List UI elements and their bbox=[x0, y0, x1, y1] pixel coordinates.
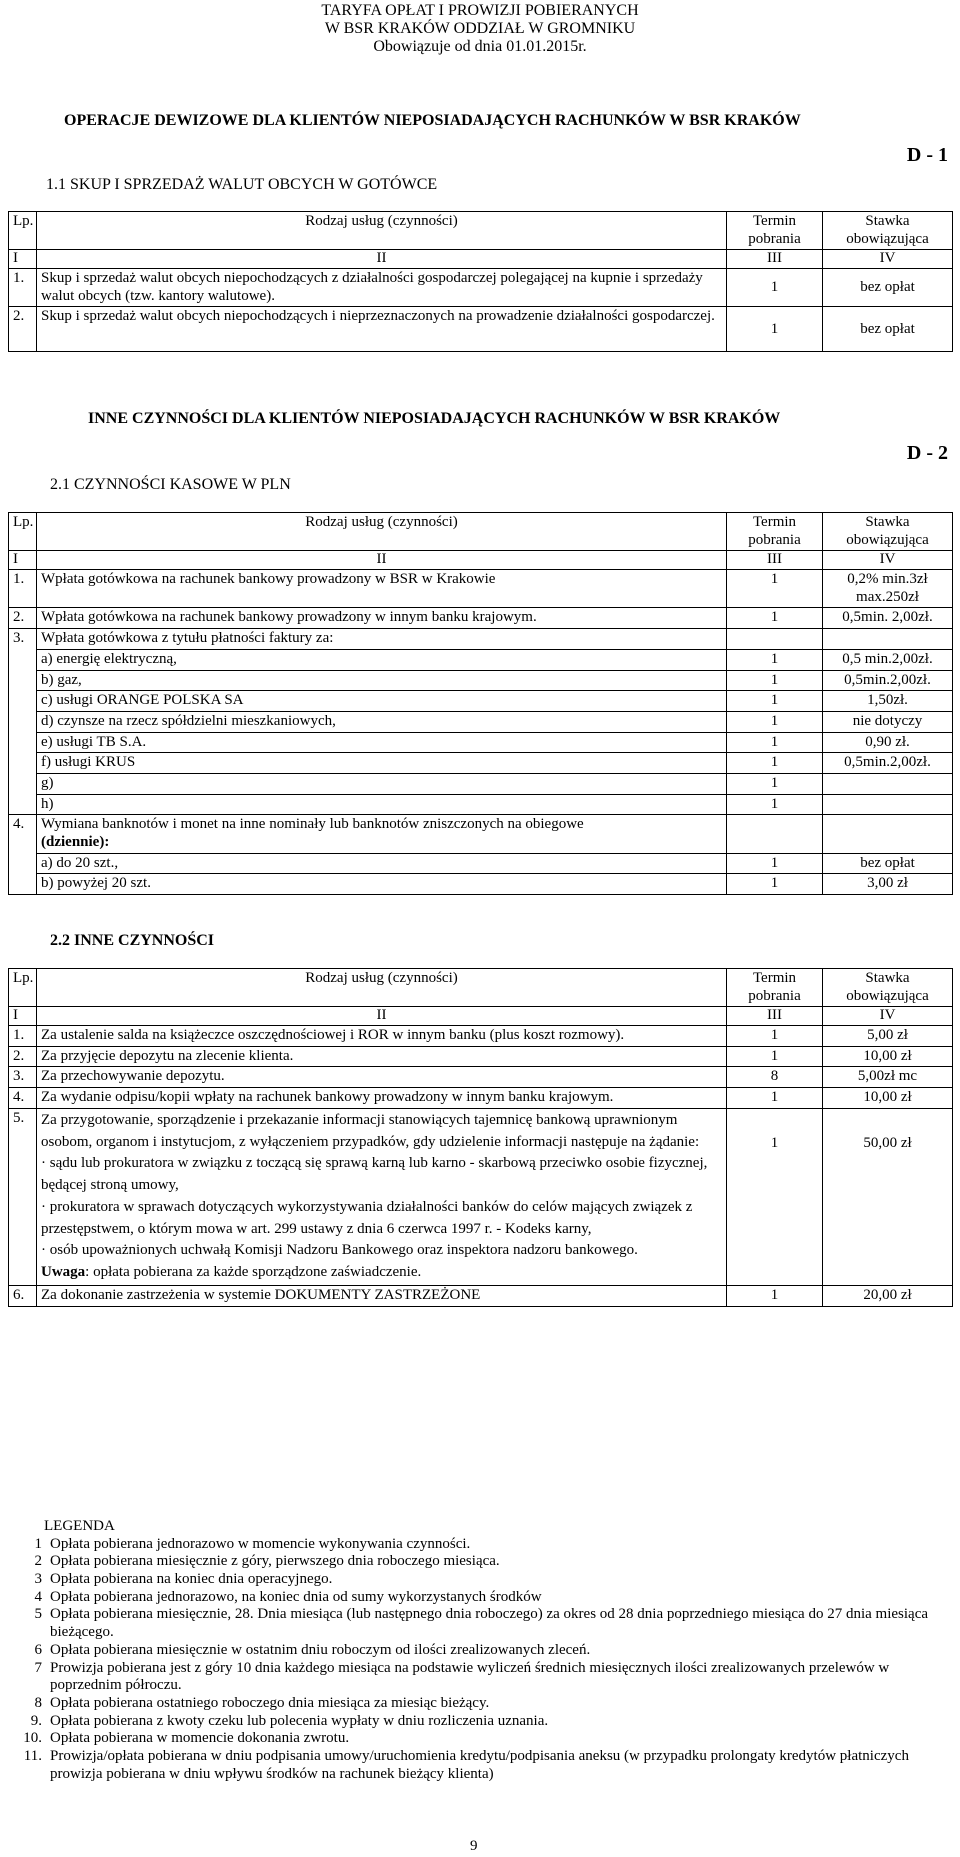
row-lp: 2. bbox=[9, 1046, 37, 1067]
row-term: 1 bbox=[727, 1088, 823, 1109]
legend-text: Opłata pobierana na koniec dnia operacyjnego. bbox=[50, 1571, 333, 1588]
subrow-rate: 0,5 min.2,00zł. bbox=[823, 649, 953, 670]
row-text: Za przyjęcie depozytu na zlecenie klienta. bbox=[37, 1046, 727, 1067]
table-row bbox=[9, 608, 953, 629]
roman-1: I bbox=[9, 551, 37, 570]
row-term: 1 bbox=[727, 1026, 823, 1047]
row-lp-empty bbox=[9, 732, 37, 753]
row-lp: 1. bbox=[9, 269, 37, 307]
col-stawka: Stawka obowiązująca bbox=[823, 513, 953, 551]
row-term: 1 bbox=[727, 1285, 823, 1306]
row-term bbox=[727, 815, 823, 853]
legend-text: Opłata pobierana miesięcznie w ostatnim dniu roboczym od ilości zrealizowanych zleceń. bbox=[50, 1641, 591, 1658]
subrow-rate: 0,90 zł. bbox=[823, 732, 953, 753]
subrow-rate: nie dotyczy bbox=[823, 711, 953, 732]
subrow-term: 1 bbox=[727, 853, 823, 874]
row-lp-empty bbox=[9, 753, 37, 774]
table-subrow bbox=[9, 874, 953, 895]
row-lp-empty bbox=[9, 794, 37, 815]
subrow-text: b) gaz, bbox=[37, 670, 727, 691]
row-text: Za ustalenie salda na książeczce oszczędnościowej i ROR w innym banku (plus koszt rozmowy). bbox=[37, 1026, 727, 1047]
row-lp: 6. bbox=[9, 1285, 37, 1306]
subrow-text: a) do 20 szt., bbox=[37, 853, 727, 874]
roman-3: III bbox=[727, 1007, 823, 1026]
table-row bbox=[9, 1088, 953, 1109]
legend-item bbox=[12, 1695, 952, 1713]
table-d2-inne bbox=[8, 968, 953, 1307]
roman-2: II bbox=[37, 1007, 727, 1026]
legend-num: 8 bbox=[34, 1694, 42, 1711]
legend-num: 11. bbox=[23, 1747, 42, 1764]
header-line-2: W BSR KRAKÓW ODDZIAŁ W GROMNIKU bbox=[324, 20, 636, 37]
legend-item bbox=[12, 1589, 952, 1607]
subrow-term: 1 bbox=[727, 773, 823, 794]
subrow-text: a) energię elektryczną, bbox=[37, 649, 727, 670]
col-stawka: Stawka obowiązująca bbox=[823, 969, 953, 1007]
row-lp-empty bbox=[9, 711, 37, 732]
col-rodzaj: Rodzaj usług (czynności) bbox=[37, 513, 727, 551]
row5-bullet-2: · prokuratora w sprawach dotyczących wykorzystywania działalności banków do celów mających związek z przestępstwem, o którym mowa w art. 299 ustawy z dnia 6 czerwca 1997 r. - Kodeks karny, bbox=[41, 1198, 693, 1237]
row-rate: 20,00 zł bbox=[823, 1285, 953, 1306]
row-text: Za wydanie odpisu/kopii wpłaty na rachunek bankowy prowadzony w innym banku krajowym. bbox=[37, 1088, 727, 1109]
table-subrow bbox=[9, 691, 953, 712]
row-term bbox=[727, 629, 823, 650]
section-22-subtitle: 2.2 INNE CZYNNOŚCI bbox=[50, 932, 215, 949]
table-row bbox=[9, 1046, 953, 1067]
legend-item bbox=[12, 1571, 952, 1589]
row-text: Skup i sprzedaż walut obcych niepochodzących z działalności gospodarczej polegającej na kupnie i sprzedaży walut obcych (tzw. kantory walutowe). bbox=[37, 269, 727, 307]
subrow-text: b) powyżej 20 szt. bbox=[37, 874, 727, 895]
subrow-term: 1 bbox=[727, 753, 823, 774]
row-text: Za przechowywanie depozytu. bbox=[37, 1067, 727, 1088]
subrow-rate: bez opłat bbox=[823, 853, 953, 874]
table-row bbox=[9, 1067, 953, 1088]
row-lp-empty bbox=[9, 874, 37, 895]
subrow-rate: 3,00 zł bbox=[823, 874, 953, 895]
row-lp: 3. bbox=[9, 1067, 37, 1088]
row-text: Za dokonanie zastrzeżenia w systemie DOKUMENTY ZASTRZEŻONE bbox=[37, 1285, 727, 1306]
table-subrow bbox=[9, 649, 953, 670]
roman-row bbox=[9, 551, 953, 570]
roman-2: II bbox=[37, 250, 727, 269]
legend-item bbox=[12, 1660, 952, 1695]
col-lp: Lp. bbox=[9, 513, 37, 551]
legend bbox=[12, 1518, 952, 1783]
table-subrow bbox=[9, 732, 953, 753]
legend-text: Prowizja pobierana jest z góry 10 dnia każdego miesiąca na podstawie wyliczeń średnich miesięcznych ilości zrealizowanych przelewów w poprzednim półroczu. bbox=[50, 1659, 890, 1694]
legend-item bbox=[12, 1730, 952, 1748]
row-term: 1 bbox=[727, 1108, 823, 1285]
row-term: 8 bbox=[727, 1067, 823, 1088]
row5-bullet-3: · osób upoważnionych uchwałą Komisji Nadzoru Bankowego oraz inspektora nadzoru bankowego. bbox=[41, 1242, 638, 1259]
table-header-row bbox=[9, 212, 953, 250]
legend-num: 2 bbox=[34, 1553, 42, 1570]
legend-text: Opłata pobierana ostatniego roboczego dnia miesiąca za miesiąc bieżący. bbox=[50, 1694, 490, 1711]
header-line-1: TARYFA OPŁAT I PROWIZJI POBIERANYCH bbox=[321, 2, 639, 19]
table-header-row bbox=[9, 513, 953, 551]
col-termin: Termin pobrania bbox=[727, 513, 823, 551]
row-lp: 4. bbox=[9, 1088, 37, 1109]
row-text: Wymiana banknotów i monet na inne nominały lub banknotów zniszczonych na obiegowe (dziennie): bbox=[37, 815, 727, 853]
table-header-row bbox=[9, 969, 953, 1007]
subrow-term: 1 bbox=[727, 691, 823, 712]
subrow-text: h) bbox=[37, 794, 727, 815]
roman-row bbox=[9, 250, 953, 269]
table-subrow bbox=[9, 753, 953, 774]
section-d1-code: D - 1 bbox=[906, 144, 948, 166]
row-rate: 5,00 zł bbox=[823, 1026, 953, 1047]
subrow-term: 1 bbox=[727, 874, 823, 895]
subrow-text: f) usługi KRUS bbox=[37, 753, 727, 774]
legend-num: 3 bbox=[34, 1571, 42, 1588]
row-term: 1 bbox=[727, 307, 823, 352]
legend-item bbox=[12, 1606, 952, 1641]
row-rate: bez opłat bbox=[823, 269, 953, 307]
row-lp: 1. bbox=[9, 570, 37, 608]
row-text: Wpłata gotówkowa z tytułu płatności faktury za: bbox=[37, 629, 727, 650]
document-header bbox=[0, 2, 960, 56]
row-lp-empty bbox=[9, 670, 37, 691]
subrow-text: g) bbox=[37, 773, 727, 794]
row-text: Wpłata gotówkowa na rachunek bankowy prowadzony w innym banku krajowym. bbox=[37, 608, 727, 629]
row-text: Skup i sprzedaż walut obcych niepochodzących i nieprzeznaczonych na prowadzenie działalności gospodarczej. bbox=[37, 307, 727, 352]
subrow-term: 1 bbox=[727, 670, 823, 691]
roman-4: IV bbox=[823, 551, 953, 570]
row-rate bbox=[823, 629, 953, 650]
legend-text: Opłata pobierana z kwoty czeku lub polecenia wypłaty w dniu rozliczenia uznania. bbox=[50, 1712, 549, 1729]
legend-item bbox=[12, 1642, 952, 1660]
legend-num: 5 bbox=[34, 1606, 42, 1623]
row5-main-text: Za przygotowanie, sporządzenie i przekazanie informacji stanowiących tajemnicę bankową uprawnionym osobom, organom i instytucjom, z wyłączeniem przypadków, gdy udzielenie informacji następuje na żądanie: bbox=[41, 1111, 700, 1150]
legend-text: Opłata pobierana miesięcznie, 28. Dnia miesiąca (lub następnego dnia roboczego) za okres od 28 dnia poprzedniego miesiąca do 27 dnia miesiąca bieżącego. bbox=[50, 1606, 929, 1641]
subrow-rate: 0,5min.2,00zł. bbox=[823, 670, 953, 691]
row5-note: Uwaga: opłata pobierana za każde sporządzone zaświadczenie. bbox=[41, 1264, 422, 1281]
row-rate: 10,00 zł bbox=[823, 1088, 953, 1109]
legend-text: Opłata pobierana jednorazowo w momencie wykonywania czynności. bbox=[50, 1535, 471, 1552]
row-lp: 4. bbox=[9, 815, 37, 853]
row-text bbox=[37, 1108, 727, 1285]
roman-4: IV bbox=[823, 1007, 953, 1026]
subrow-text: c) usługi ORANGE POLSKA SA bbox=[37, 691, 727, 712]
row-text: Wpłata gotówkowa na rachunek bankowy prowadzony w BSR w Krakowie bbox=[37, 570, 727, 608]
subrow-term: 1 bbox=[727, 711, 823, 732]
table-row bbox=[9, 269, 953, 307]
legend-item bbox=[12, 1553, 952, 1571]
section-d1-subtitle: 1.1 SKUP I SPRZEDAŻ WALUT OBCYCH W GOTÓWCE bbox=[46, 176, 438, 193]
row-rate: 10,00 zł bbox=[823, 1046, 953, 1067]
legend-num: 6 bbox=[34, 1641, 42, 1658]
row-lp: 2. bbox=[9, 608, 37, 629]
legend-num: 4 bbox=[34, 1588, 42, 1605]
subrow-text: d) czynsze na rzecz spółdzielni mieszkaniowych, bbox=[37, 711, 727, 732]
row-lp-empty bbox=[9, 853, 37, 874]
roman-2: II bbox=[37, 551, 727, 570]
row-term: 1 bbox=[727, 570, 823, 608]
table-row bbox=[9, 815, 953, 853]
roman-row bbox=[9, 1007, 953, 1026]
row-lp: 3. bbox=[9, 629, 37, 650]
row-lp: 1. bbox=[9, 1026, 37, 1047]
row-rate bbox=[823, 815, 953, 853]
table-row bbox=[9, 629, 953, 650]
col-termin: Termin pobrania bbox=[727, 212, 823, 250]
legend-text: Opłata pobierana miesięcznie z góry, pierwszego dnia roboczego miesiąca. bbox=[50, 1553, 500, 1570]
row-lp-empty bbox=[9, 691, 37, 712]
row5-bullet-1: · sądu lub prokuratora w związku z toczącą się sprawą karną lub karno - skarbową przeciwko osobie fizycznej, będącej stroną umowy, bbox=[41, 1155, 708, 1194]
legend-text: Opłata pobierana w momencie dokonania zwrotu. bbox=[50, 1730, 350, 1747]
row-rate: 5,00zł mc bbox=[823, 1067, 953, 1088]
row-lp-empty bbox=[9, 649, 37, 670]
subrow-term: 1 bbox=[727, 649, 823, 670]
subrow-rate: 0,5min.2,00zł. bbox=[823, 753, 953, 774]
table-subrow bbox=[9, 773, 953, 794]
row-rate: bez opłat bbox=[823, 307, 953, 352]
row-lp: 2. bbox=[9, 307, 37, 352]
row-lp: 5. bbox=[9, 1108, 37, 1285]
table-row bbox=[9, 1108, 953, 1285]
roman-1: I bbox=[9, 250, 37, 269]
subrow-rate: 1,50zł. bbox=[823, 691, 953, 712]
legend-num: 9. bbox=[30, 1712, 42, 1729]
table-row bbox=[9, 570, 953, 608]
section-d2-code: D - 2 bbox=[906, 442, 948, 464]
row-term: 1 bbox=[727, 608, 823, 629]
table-subrow bbox=[9, 853, 953, 874]
roman-1: I bbox=[9, 1007, 37, 1026]
legend-item bbox=[12, 1713, 952, 1731]
table-row bbox=[9, 1026, 953, 1047]
table-row bbox=[9, 307, 953, 352]
subrow-term: 1 bbox=[727, 732, 823, 753]
legend-num: 1 bbox=[34, 1535, 42, 1552]
col-rodzaj: Rodzaj usług (czynności) bbox=[37, 969, 727, 1007]
table-row bbox=[9, 1285, 953, 1306]
page-number: 9 bbox=[470, 1838, 478, 1854]
subrow-rate bbox=[823, 773, 953, 794]
legend-title: LEGENDA bbox=[44, 1518, 115, 1534]
col-lp: Lp. bbox=[9, 969, 37, 1007]
col-stawka: Stawka obowiązująca bbox=[823, 212, 953, 250]
row-rate: 0,2% min.3zł max.250zł bbox=[823, 570, 953, 608]
section-d2-title: INNE CZYNNOŚCI DLA KLIENTÓW NIEPOSIADAJĄCYCH RACHUNKÓW W BSR KRAKÓW bbox=[88, 410, 781, 427]
subrow-term: 1 bbox=[727, 794, 823, 815]
legend-item bbox=[12, 1536, 952, 1554]
table-subrow bbox=[9, 794, 953, 815]
col-rodzaj: Rodzaj usług (czynności) bbox=[37, 212, 727, 250]
roman-3: III bbox=[727, 551, 823, 570]
section-d1-title: OPERACJE DEWIZOWE DLA KLIENTÓW NIEPOSIADAJĄCYCH RACHUNKÓW W BSR KRAKÓW bbox=[64, 112, 801, 129]
row-rate: 0,5min. 2,00zł. bbox=[823, 608, 953, 629]
col-lp: Lp. bbox=[9, 212, 37, 250]
legend-num: 7 bbox=[34, 1659, 42, 1676]
table-subrow bbox=[9, 711, 953, 732]
legend-num: 10. bbox=[23, 1730, 42, 1747]
row-term: 1 bbox=[727, 269, 823, 307]
table-d2-kasowe bbox=[8, 512, 953, 895]
subrow-text: e) usługi TB S.A. bbox=[37, 732, 727, 753]
legend-text: Prowizja/opłata pobierana w dniu podpisania umowy/uruchomienia kredytu/podpisania aneksu (w przypadku prolongaty kredytów płatniczych prowizja pobierana w dniu wpływu środków na rachunek bieżący klienta) bbox=[50, 1747, 909, 1782]
legend-item bbox=[12, 1748, 952, 1783]
header-line-3: Obowiązuje od dnia 01.01.2015r. bbox=[373, 38, 587, 55]
col-termin: Termin pobrania bbox=[727, 969, 823, 1007]
row-term: 1 bbox=[727, 1046, 823, 1067]
section-d2-subtitle: 2.1 CZYNNOŚCI KASOWE W PLN bbox=[50, 476, 291, 493]
legend-text: Opłata pobierana jednorazowo, na koniec dnia od sumy wykorzystanych środków bbox=[50, 1588, 542, 1605]
table-subrow bbox=[9, 670, 953, 691]
table-d1 bbox=[8, 211, 953, 352]
subrow-rate bbox=[823, 794, 953, 815]
row-rate: 50,00 zł bbox=[823, 1108, 953, 1285]
row-lp-empty bbox=[9, 773, 37, 794]
roman-3: III bbox=[727, 250, 823, 269]
roman-4: IV bbox=[823, 250, 953, 269]
